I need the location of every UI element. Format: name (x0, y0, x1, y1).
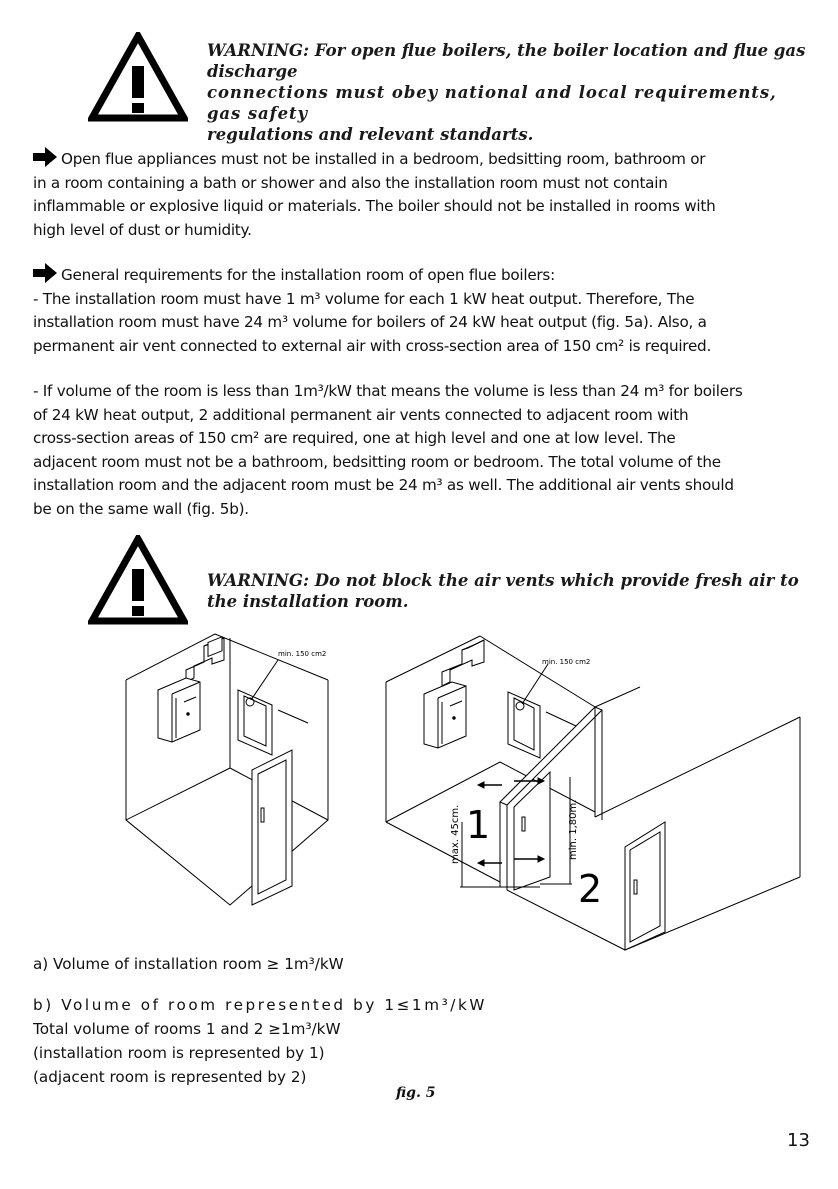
warning-text-1 (207, 40, 807, 145)
warning-line: WARNING: For open flue boilers, the boiler location and flue gas discharge (207, 41, 806, 81)
text-line: cross-section areas of 150 cm² are required, one at high level and one at low level. The (33, 429, 676, 447)
text-line: - The installation room must have 1 m³ volume for each 1 kW heat output. Therefore, The (33, 289, 695, 308)
warning-line: WARNING: Do not block the air vents which provide fresh air to (207, 571, 799, 590)
text-line: General requirements for the installation room of open flue boilers: (61, 266, 555, 284)
warning-line: connections must obey national and local requirements, gas safety (207, 83, 777, 123)
right-arrow-icon (33, 263, 57, 283)
text-line: be on the same wall (fig. 5b). (33, 499, 249, 518)
warning-text-2 (207, 570, 807, 612)
caption-line: (installation room is represented by 1) (33, 1044, 325, 1062)
caption-a (33, 952, 344, 976)
caption-line: b) Volume of room represented by 1≤1m³/kW (33, 996, 488, 1014)
text-line: Open flue appliances must not be installed in a bedroom, bedsitting room, bathroom or (61, 150, 706, 168)
text-line: installation room and the adjacent room must be 24 m³ as well. The additional air vents should (33, 476, 734, 494)
text-line: - If volume of the room is less than 1m³/kW that means the volume is less than 24 m³ for boilers (33, 382, 743, 400)
warning-triangle-icon (88, 535, 188, 625)
text-line: installation room must have 24 m³ volume for boilers of 24 kW heat output (fig. 5a). Also, a (33, 313, 707, 331)
text-line: inflammable or explosive liquid or materials. The boiler should not be installed in rooms with (33, 197, 716, 215)
caption-line: a) Volume of installation room ≥ 1m³/kW (33, 955, 344, 973)
paragraph-general-requirements (33, 263, 823, 358)
min-height-label: min. 1,80m. (568, 799, 579, 860)
warning-line: the installation room. (207, 592, 409, 611)
paragraph-installation-restrictions (33, 147, 813, 242)
vent-label: min. 150 cm2 (542, 658, 591, 666)
figure-label: fig. 5 (396, 1085, 436, 1101)
caption-b (33, 993, 487, 1089)
warning-line: regulations and relevant standarts. (207, 125, 534, 144)
text-line: in a room containing a bath or shower and also the installation room must not contain (33, 173, 668, 192)
text-line: high level of dust or humidity. (33, 220, 252, 239)
room-2-label: 2 (578, 867, 603, 911)
paragraph-adjacent-room (33, 380, 823, 521)
figure-5a-installation-room (120, 630, 350, 915)
figure-5b-two-rooms (380, 632, 812, 952)
text-line: permanent air vent connected to external air with cross-section area of 150 cm² is required. (33, 336, 712, 355)
text-line: adjacent room must not be a bathroom, bedsitting room or bedroom. The total volume of the (33, 452, 721, 471)
right-arrow-icon (33, 147, 57, 167)
max-height-label: max. 45cm. (450, 804, 461, 864)
vent-label: min. 150 cm2 (278, 650, 327, 658)
caption-line: Total volume of rooms 1 and 2 ≥1m³/kW (33, 1020, 341, 1038)
text-line: of 24 kW heat output, 2 additional permanent air vents connected to adjacent room with (33, 405, 689, 424)
warning-triangle-icon (88, 32, 188, 122)
page-number: 13 (787, 1130, 810, 1151)
room-1-label: 1 (466, 803, 491, 847)
caption-line: (adjacent room is represented by 2) (33, 1068, 307, 1086)
